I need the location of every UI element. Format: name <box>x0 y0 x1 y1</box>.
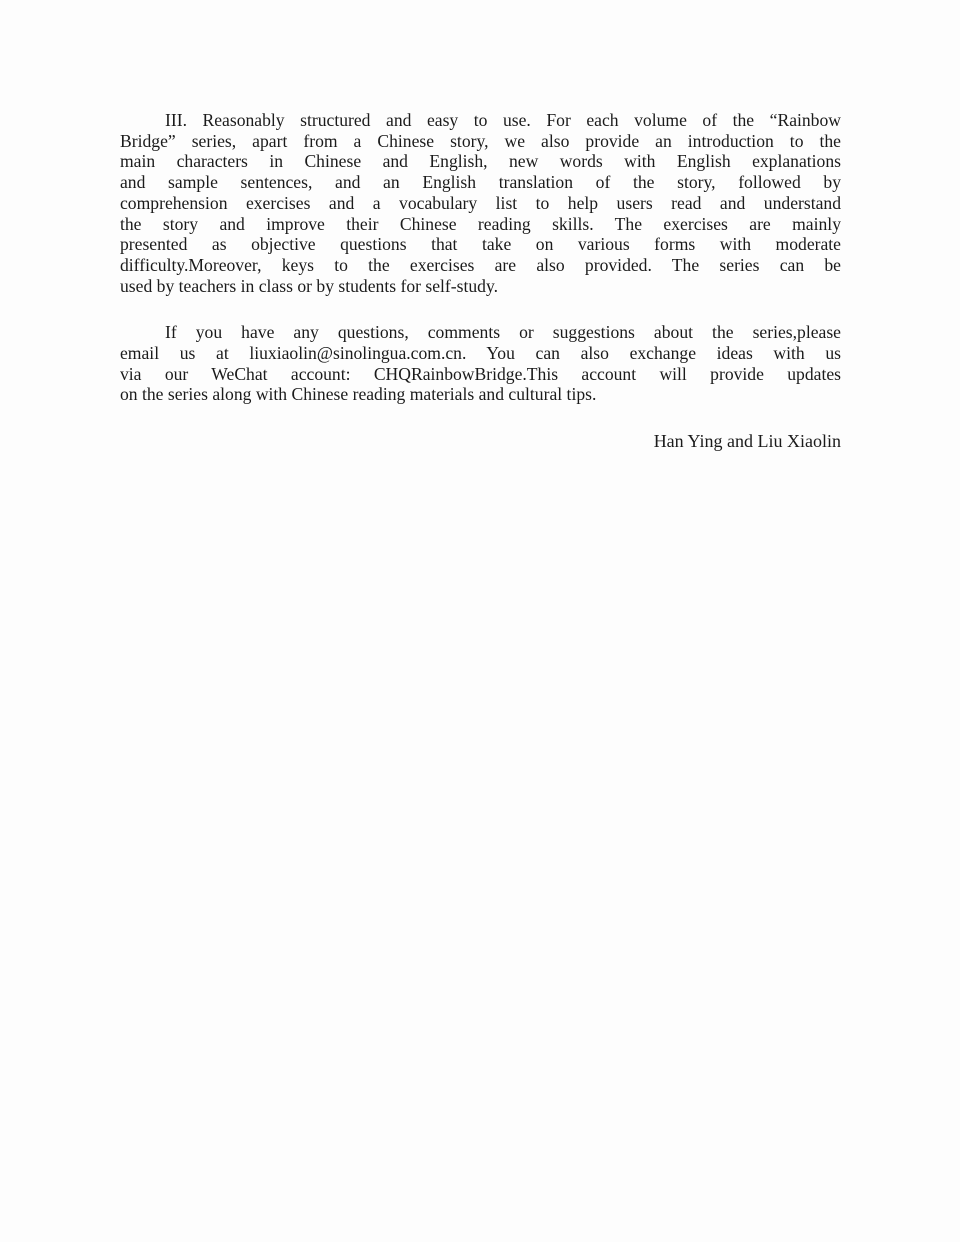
author-signature: Han Ying and Liu Xiaolin <box>653 431 841 452</box>
text-line: difficulty.Moreover, keys to the exercises are also provided. The series can be <box>120 254 841 275</box>
text-line: and sample sentences, and an English translation of the story, followed by <box>120 172 841 193</box>
paragraphs-container <box>120 110 841 405</box>
text-line: email us at liuxiaolin@sinolingua.com.cn. You can also exchange ideas with us <box>120 343 841 364</box>
text-line: on the series along with Chinese reading materials and cultural tips. <box>120 384 597 405</box>
text-block <box>120 110 841 452</box>
text-line: If you have any questions, comments or suggestions about the series,please <box>165 322 841 343</box>
paragraph-2 <box>120 322 841 405</box>
text-line: the story and improve their Chinese reading skills. The exercises are mainly <box>120 213 841 234</box>
text-line: main characters in Chinese and English, new words with English explanations <box>120 151 841 172</box>
text-line: via our WeChat account: CHQRainbowBridge.This account will provide updates <box>120 363 841 384</box>
text-line: comprehension exercises and a vocabulary list to help users read and understand <box>120 192 841 213</box>
text-line: Bridge” series, apart from a Chinese story, we also provide an introduction to the <box>120 130 841 151</box>
paragraph-1 <box>120 110 841 296</box>
text-line: presented as objective questions that take on various forms with moderate <box>120 234 841 255</box>
text-line: III. Reasonably structured and easy to use. For each volume of the “Rainbow <box>165 110 841 130</box>
text-line: used by teachers in class or by students for self-study. <box>120 275 499 296</box>
